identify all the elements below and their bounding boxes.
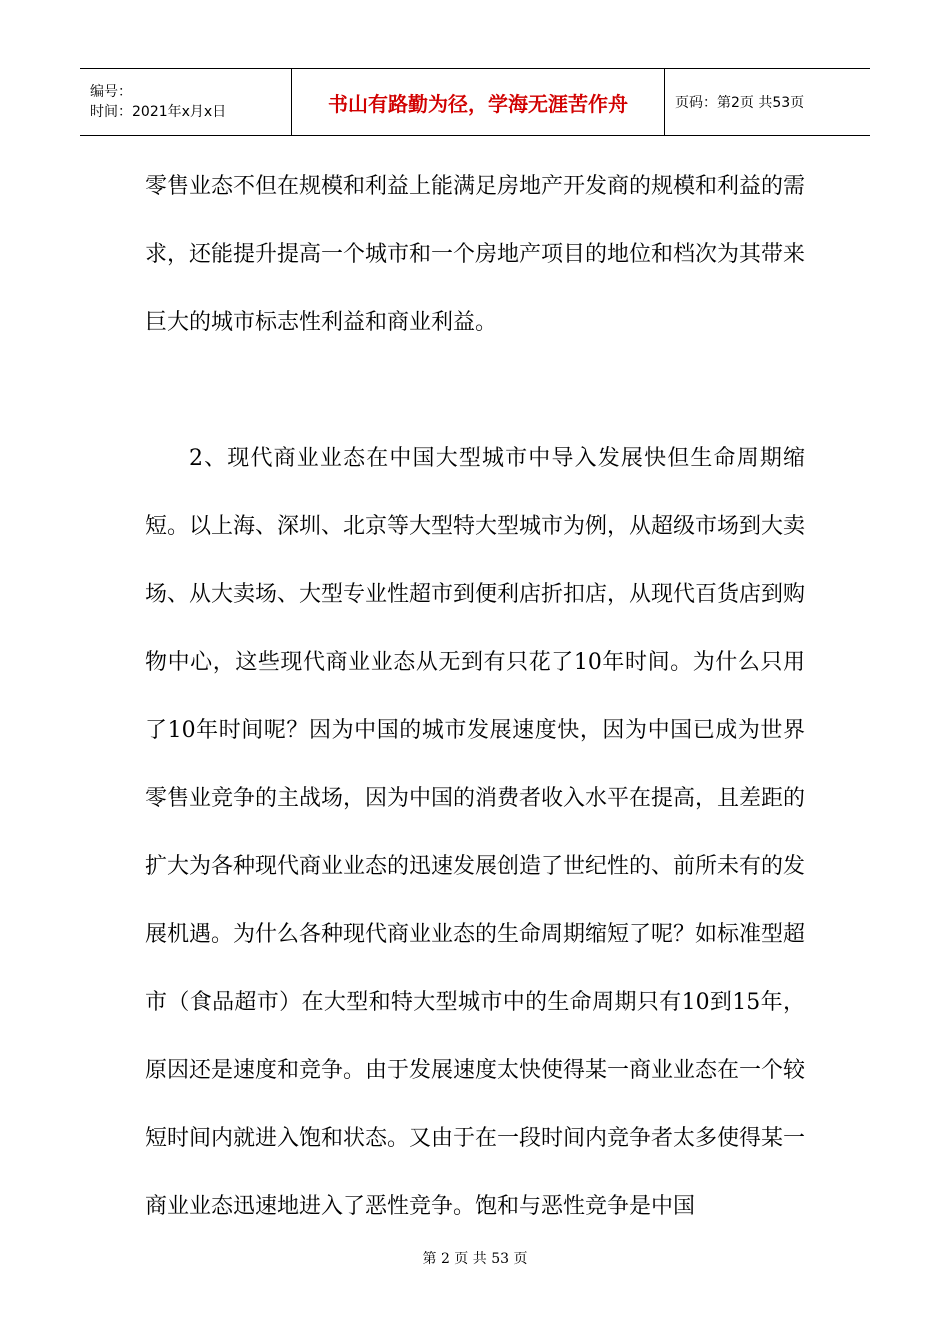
header-page-label: 页码：第2页 共53页 [665, 69, 871, 136]
document-header [80, 68, 870, 136]
time-label: 时间：2021年x月x日 [90, 104, 227, 120]
number-label: 编号： [90, 84, 132, 100]
paragraph-1: 零售业态不但在规模和利益上能满足房地产开发商的规模和利益的需求，还能提升提高一个城市和一个房地产项目的地位和档次为其带来巨大的城市标志性利益和商业利益。 [145, 174, 806, 335]
paragraph-2: 2、现代商业业态在中国大型城市中导入发展快但生命周期缩短。以上海、深圳、北京等大型特大型城市为例，从超级市场到大卖场、从大卖场、大型专业性超市到便利店折扣店，从现代百货店到购物中心，这些现代商业业态从无到有只花了10年时间。为什么只用了10年时间呢？因为中国的城市发展速度快，因为中国已成为世界零售业竞争的主战场，因为中国的消费者收入水平在提高，且差距的扩大为各种现代商业业态的迅速发展创造了世纪性的、前所未有的发展机遇。为什么各种现代商业业态的生命周期缩短了呢？如标准型超市（食品超市）在大型和特大型城市中的生命周期只有10到15年，原因还是速度和竞争。由于发展速度太快使得某一商业业态在一个较短时间内就进入饱和状态。又由于在一段时间内竞争者太多使得某一商业业态迅速地进入了恶性竞争。饱和与恶性竞争是中国 [145, 446, 806, 1219]
page-footer: 第 2 页 共 53 页 [422, 1251, 528, 1267]
header-meta [80, 69, 292, 136]
document-body [145, 153, 805, 1241]
header-motto: 书山有路勤为径，学海无涯苦作舟 [292, 69, 665, 136]
paragraph-gap [145, 357, 805, 425]
